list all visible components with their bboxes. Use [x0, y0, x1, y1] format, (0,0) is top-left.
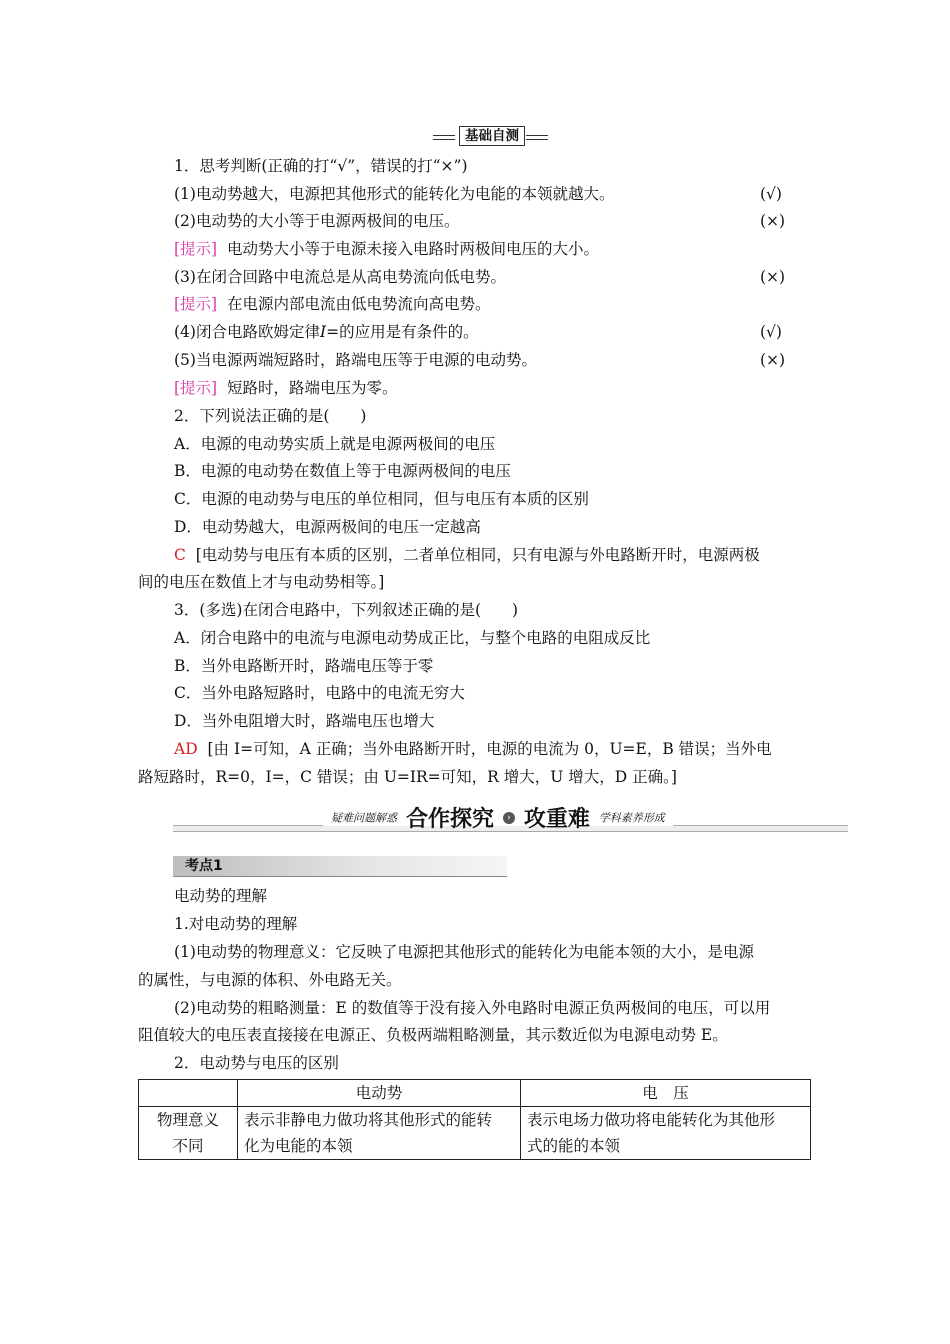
- q2-option-a: A．电源的电动势实质上就是电源两极间的电压: [174, 435, 496, 453]
- body-p1-line-1: (1)电动势的物理意义：它反映了电源把其他形式的能转化为电能本领的大小，是电源: [174, 943, 754, 961]
- q2-explain-line-2: 间的电压在数值上才与电动势相等。]: [138, 573, 385, 591]
- q1-item-1: (1)电动势越大，电源把其他形式的能转化为电能的本领就越大。: [174, 185, 615, 203]
- q3-explain-text-1: [由 I=可知，A 正确；当外电路断开时，电源的电流为 0，U=E，B 错误；当外电: [207, 740, 772, 758]
- table-row-label-line-1: 物理意义: [156, 1111, 219, 1129]
- q2-option-c: C．电源的电动势与电压的单位相同，但与电压有本质的区别: [174, 490, 589, 508]
- q2-explain-text-1: [电动势与电压有本质的区别，二者单位相同，只有电源与外电路断开时，电源两极: [195, 546, 760, 564]
- table-cell-emf-line-1: 表示非静电力做功将其他形式的能转: [244, 1111, 493, 1129]
- body-heading-1: 1.对电动势的理解: [174, 915, 298, 933]
- banner-left-text: 疑难问题解惑: [331, 811, 397, 825]
- section-header: [433, 126, 548, 146]
- table-header-row: [139, 1080, 811, 1107]
- table-cell-emf: [238, 1107, 521, 1160]
- q3-option-c: C．当外电路短路时，电路中的电流无穷大: [174, 684, 465, 702]
- q1-stem: 1．思考判断(正确的打“√”，错误的打“×”): [174, 157, 468, 175]
- hint-text: 短路时，路端电压为零。: [226, 379, 398, 397]
- hint-text: 在电源内部电流由低电势流向高电势。: [226, 295, 491, 313]
- q1-item-4: [174, 320, 479, 344]
- comparison-table: [138, 1079, 811, 1160]
- body-heading-2: 2．电动势与电压的区别: [174, 1054, 339, 1072]
- hint-label: [提示]: [174, 379, 218, 397]
- section-banner: [173, 800, 848, 836]
- body-p2-line-1: (2)电动势的粗略测量：E 的数值等于没有接入外电路时电源正负两极间的电压，可以用: [174, 999, 771, 1017]
- table-cell-voltage: [521, 1107, 811, 1160]
- banner-big-1: 合作探究: [405, 807, 494, 832]
- q1-item-4-text-a: (4)闭合电路欧姆定律: [174, 323, 320, 341]
- q1-item-2: (2)电动势的大小等于电源两极间的电压。: [174, 212, 460, 230]
- kaodian-label: 考点1: [185, 858, 223, 874]
- q2-option-d: D．电动势越大，电源两极间的电压一定越高: [174, 518, 481, 536]
- q1-item-4-var: I: [319, 323, 327, 341]
- hint-text: 电动势大小等于电源未接入电路时两极间电压的大小。: [226, 240, 599, 258]
- q1-hint-1: [174, 237, 599, 261]
- table-cell-voltage-line-2: 式的能的本领: [527, 1137, 621, 1155]
- hint-label: [提示]: [174, 240, 218, 258]
- q1-item-2-mark: (×): [760, 212, 786, 230]
- q1-item-3-mark: (×): [760, 268, 786, 286]
- banner-rule: [173, 825, 848, 832]
- chevron-right-icon: ›: [503, 812, 515, 824]
- table-row-label-line-2: 不同: [172, 1137, 204, 1155]
- table-header-cell: [139, 1080, 238, 1107]
- table-cell-voltage-line-1: 表示电场力做功将电能转化为其他形: [527, 1111, 776, 1129]
- q2-answer: C: [174, 546, 186, 564]
- table-row: [139, 1107, 811, 1160]
- header-left-rule: [433, 135, 455, 140]
- table-cell-emf-line-2: 化为电能的本领: [244, 1137, 353, 1155]
- q1-item-5: (5)当电源两端短路时，路端电压等于电源的电动势。: [174, 351, 537, 369]
- q2-explain-line-1: [174, 543, 760, 567]
- header-right-rule: [526, 135, 548, 140]
- body-p2-line-2: 阻值较大的电压表直接接在电源正、负极两端粗略测量，其示数近似为电源电动势 E。: [138, 1026, 728, 1044]
- hint-label: [提示]: [174, 295, 218, 313]
- table-row-label: [139, 1107, 238, 1160]
- table-header-cell: 电动势: [238, 1080, 521, 1107]
- kaodian-bar: [173, 856, 507, 878]
- banner-big-2: 攻重难: [523, 807, 590, 832]
- body-title: 电动势的理解: [174, 887, 268, 905]
- table-header-cell: 电 压: [521, 1080, 811, 1107]
- q3-stem: 3．(多选)在闭合电路中，下列叙述正确的是( ): [174, 601, 519, 619]
- q3-explain-line-2: 路短路时，R=0，I=，C 错误；由 U=IR=可知，R 增大，U 增大，D 正确。]: [138, 768, 677, 786]
- banner-right-text: 学科素养形成: [598, 811, 665, 825]
- q3-explain-line-1: [174, 737, 772, 761]
- q3-option-b: B．当外电路断开时，路端电压等于零: [174, 657, 434, 675]
- q1-item-4-text-b: =的应用是有条件的。: [326, 323, 479, 341]
- q1-item-1-mark: (√): [760, 185, 782, 203]
- q2-option-b: B．电源的电动势在数值上等于电源两极间的电压: [174, 462, 511, 480]
- kaodian-fill: [173, 856, 507, 877]
- q1-item-3: (3)在闭合回路中电流总是从高电势流向低电势。: [174, 268, 506, 286]
- q3-option-d: D．当外电阻增大时，路端电压也增大: [174, 712, 435, 730]
- q1-hint-2: [174, 292, 490, 316]
- q1-item-5-mark: (×): [760, 351, 786, 369]
- section-header-title: 基础自测: [459, 126, 525, 146]
- q1-item-4-mark: (√): [760, 323, 782, 341]
- q3-answer: AD: [174, 740, 198, 758]
- q2-stem: 2．下列说法正确的是( ): [174, 407, 367, 425]
- q1-hint-3: [174, 376, 397, 400]
- q3-option-a: A．闭合电路中的电流与电源电动势成正比，与整个电路的电阻成反比: [174, 629, 651, 647]
- body-p1-line-2: 的属性，与电源的体积、外电路无关。: [138, 971, 402, 989]
- banner-title: [323, 802, 673, 832]
